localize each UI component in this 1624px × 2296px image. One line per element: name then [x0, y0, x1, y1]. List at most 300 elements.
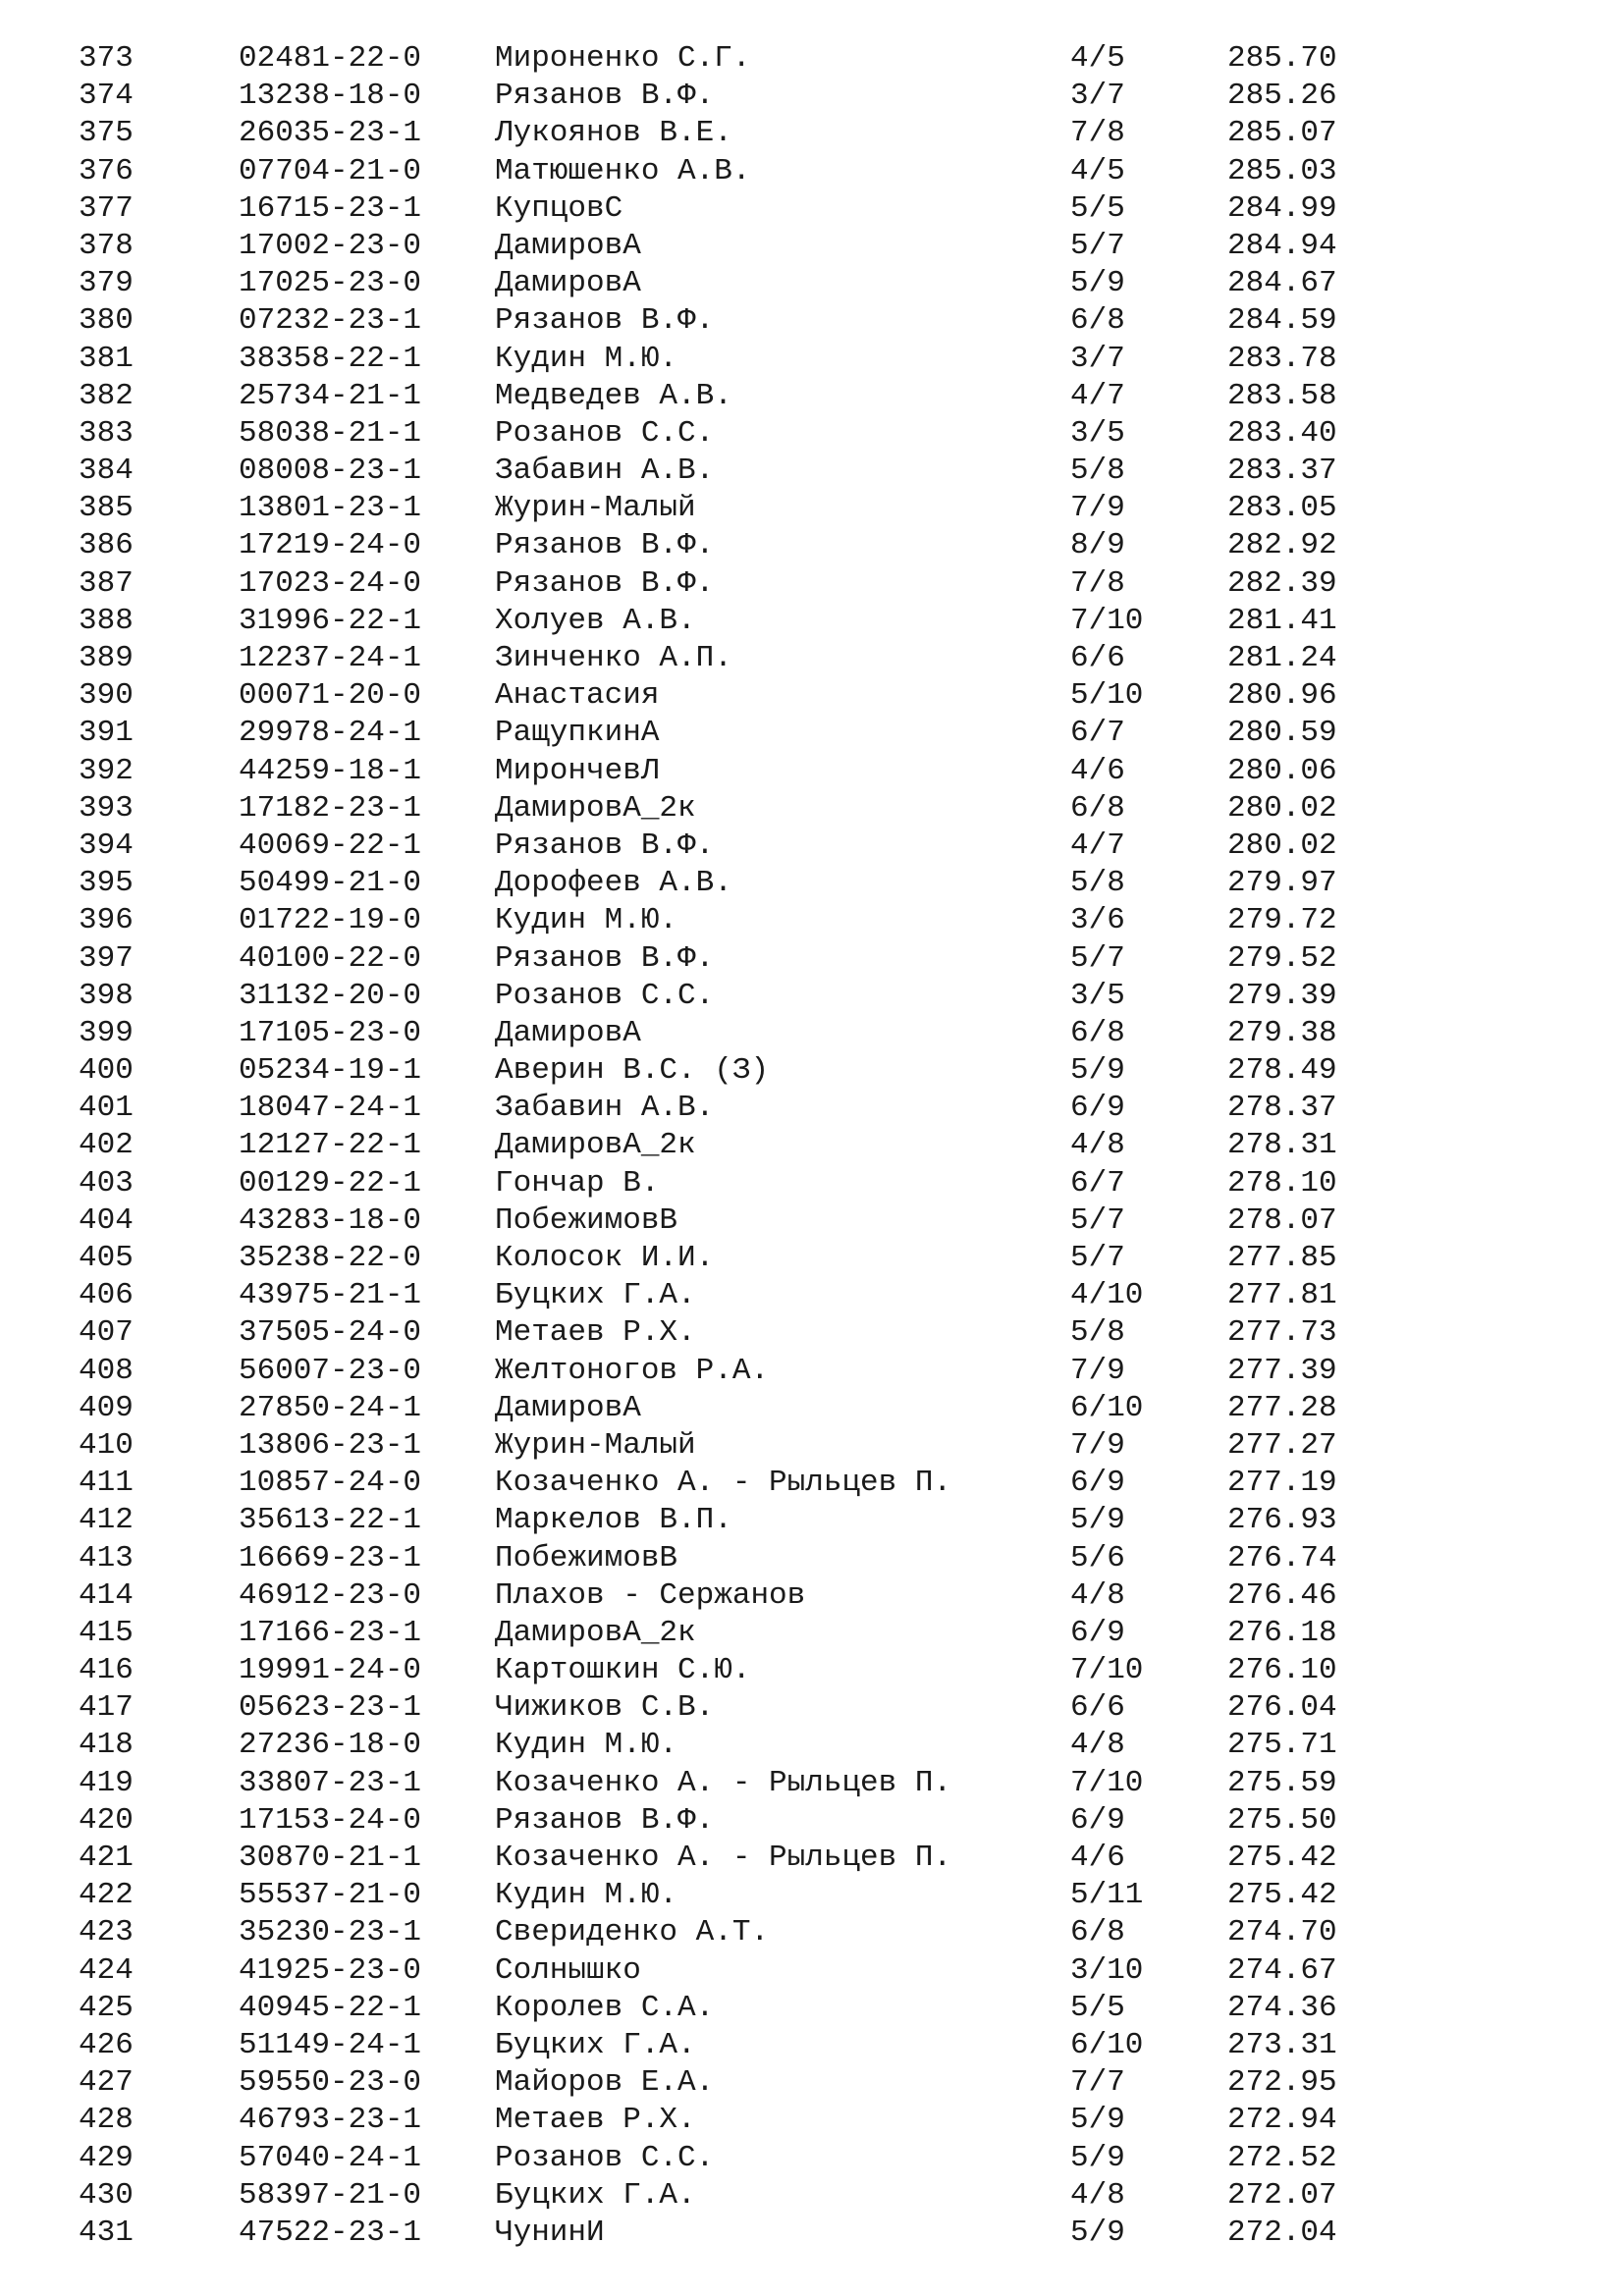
rank-cell: 379 [79, 266, 134, 301]
table-row [79, 865, 1375, 902]
name-cell: Рязанов В.Ф. [495, 79, 715, 114]
table-row [79, 603, 1375, 640]
code-cell: 17023-24-0 [239, 565, 422, 601]
rank-cell: 377 [79, 190, 134, 226]
name-cell: Гончар В. [495, 1165, 660, 1201]
table-row [79, 1090, 1375, 1127]
table-row [79, 640, 1375, 677]
table-row [79, 1990, 1375, 2027]
score-cell: 283.40 [1227, 415, 1337, 451]
table-row [79, 902, 1375, 939]
rank-cell: 420 [79, 1802, 134, 1838]
name-cell: Буцких Г.А. [495, 2027, 696, 2062]
ratio-cell: 5/6 [1070, 1540, 1125, 1575]
score-cell: 280.59 [1227, 716, 1337, 751]
rank-cell: 413 [79, 1540, 134, 1575]
table-row [79, 415, 1375, 453]
score-cell: 284.94 [1227, 228, 1337, 263]
table-row [79, 1802, 1375, 1840]
score-cell: 276.18 [1227, 1615, 1337, 1650]
name-cell: Плахов - Сержанов [495, 1577, 806, 1613]
rank-cell: 421 [79, 1841, 134, 1875]
table-row [79, 1540, 1375, 1577]
score-cell: 285.70 [1227, 41, 1337, 76]
score-cell: 281.24 [1227, 641, 1337, 675]
name-cell: ДамировА [495, 266, 641, 301]
code-cell: 08008-23-1 [239, 454, 422, 489]
name-cell: Анастасия [495, 678, 660, 714]
name-cell: Забавин А.В. [495, 1091, 715, 1126]
score-cell: 281.41 [1227, 603, 1337, 638]
score-cell: 272.04 [1227, 2215, 1337, 2250]
code-cell: 00129-22-1 [239, 1165, 422, 1201]
score-cell: 278.49 [1227, 1053, 1337, 1089]
score-cell: 285.26 [1227, 79, 1337, 114]
code-cell: 40945-22-1 [239, 1990, 422, 2025]
name-cell: КупцовС [495, 190, 623, 226]
code-cell: 46912-23-0 [239, 1577, 422, 1613]
name-cell: Кудин М.Ю. [495, 903, 678, 938]
ratio-cell: 4/5 [1070, 153, 1125, 188]
rank-cell: 431 [79, 2215, 134, 2250]
name-cell: ДамировА_2к [495, 1128, 696, 1163]
table-row [79, 1052, 1375, 1090]
table-row [79, 1840, 1375, 1877]
ratio-cell: 5/11 [1070, 1878, 1144, 1913]
code-cell: 12237-24-1 [239, 641, 422, 675]
name-cell: Зинченко А.П. [495, 641, 732, 675]
rank-cell: 400 [79, 1053, 134, 1089]
score-cell: 275.59 [1227, 1765, 1337, 1800]
code-cell: 31996-22-1 [239, 603, 422, 638]
code-cell: 27236-18-0 [239, 1728, 422, 1763]
score-cell: 285.07 [1227, 116, 1337, 151]
rank-cell: 418 [79, 1728, 134, 1763]
rank-cell: 388 [79, 603, 134, 638]
name-cell: Рязанов В.Ф. [495, 828, 715, 863]
rank-cell: 387 [79, 565, 134, 601]
ratio-cell: 5/9 [1070, 2140, 1125, 2175]
ratio-cell: 5/7 [1070, 1202, 1125, 1238]
ratio-cell: 4/8 [1070, 2177, 1125, 2213]
ratio-cell: 7/10 [1070, 603, 1144, 638]
name-cell: Рязанов В.Ф. [495, 940, 715, 976]
name-cell: Козаченко А. - Рыльцев П. [495, 1466, 952, 1501]
code-cell: 58038-21-1 [239, 415, 422, 451]
table-row [79, 190, 1375, 228]
code-cell: 47522-23-1 [239, 2215, 422, 2250]
rank-cell: 384 [79, 454, 134, 489]
ratio-cell: 3/7 [1070, 79, 1125, 114]
score-cell: 277.28 [1227, 1390, 1337, 1425]
table-row [79, 2215, 1375, 2252]
code-cell: 41925-23-0 [239, 1952, 422, 1988]
rank-cell: 380 [79, 303, 134, 339]
name-cell: Розанов С.С. [495, 2140, 715, 2175]
ratio-cell: 6/9 [1070, 1615, 1125, 1650]
rank-cell: 406 [79, 1278, 134, 1313]
ratio-cell: 7/9 [1070, 1353, 1125, 1388]
ratio-cell: 5/7 [1070, 1241, 1125, 1275]
name-cell: ДамировА [495, 228, 641, 263]
code-cell: 17105-23-0 [239, 1015, 422, 1050]
table-row [79, 228, 1375, 265]
score-cell: 283.37 [1227, 454, 1337, 489]
code-cell: 46793-23-1 [239, 2103, 422, 2138]
ratio-cell: 6/8 [1070, 1915, 1125, 1950]
name-cell: ПобежимовВ [495, 1540, 678, 1575]
table-row [79, 677, 1375, 715]
table-row [79, 2027, 1375, 2064]
score-cell: 275.50 [1227, 1802, 1337, 1838]
rank-cell: 374 [79, 79, 134, 114]
code-cell: 12127-22-1 [239, 1128, 422, 1163]
table-row [79, 1914, 1375, 1951]
rank-cell: 415 [79, 1615, 134, 1650]
rank-cell: 414 [79, 1577, 134, 1613]
ratio-cell: 5/5 [1070, 1990, 1125, 2025]
table-row [79, 115, 1375, 152]
rank-cell: 386 [79, 528, 134, 563]
ratio-cell: 5/7 [1070, 228, 1125, 263]
score-cell: 275.42 [1227, 1841, 1337, 1875]
score-cell: 276.93 [1227, 1503, 1337, 1538]
rank-cell: 419 [79, 1765, 134, 1800]
rank-cell: 403 [79, 1165, 134, 1201]
code-cell: 44259-18-1 [239, 753, 422, 788]
ratio-cell: 3/5 [1070, 978, 1125, 1013]
ratio-cell: 3/6 [1070, 903, 1125, 938]
ratio-cell: 5/8 [1070, 866, 1125, 901]
name-cell: Медведев А.В. [495, 378, 732, 413]
code-cell: 13801-23-1 [239, 491, 422, 526]
name-cell: ДамировА [495, 1390, 641, 1425]
code-cell: 35230-23-1 [239, 1915, 422, 1950]
code-cell: 16715-23-1 [239, 190, 422, 226]
ratio-cell: 7/10 [1070, 1765, 1144, 1800]
rank-cell: 417 [79, 1690, 134, 1726]
name-cell: РащупкинА [495, 716, 660, 751]
code-cell: 05234-19-1 [239, 1053, 422, 1089]
table-row [79, 1165, 1375, 1202]
code-cell: 13806-23-1 [239, 1427, 422, 1463]
code-cell: 59550-23-0 [239, 2065, 422, 2101]
table-row [79, 2102, 1375, 2139]
ratio-cell: 6/8 [1070, 790, 1125, 826]
score-cell: 279.38 [1227, 1015, 1337, 1050]
ratio-cell: 5/9 [1070, 266, 1125, 301]
score-cell: 275.42 [1227, 1878, 1337, 1913]
name-cell: Журин-Малый [495, 491, 696, 526]
rank-cell: 389 [79, 641, 134, 675]
rank-cell: 398 [79, 978, 134, 1013]
ratio-cell: 4/7 [1070, 378, 1125, 413]
table-row [79, 78, 1375, 115]
score-cell: 274.70 [1227, 1915, 1337, 1950]
table-row [79, 1353, 1375, 1390]
code-cell: 37505-24-0 [239, 1315, 422, 1351]
name-cell: ДамировА_2к [495, 790, 696, 826]
name-cell: МирончевЛ [495, 753, 660, 788]
table-row [79, 828, 1375, 865]
rank-cell: 385 [79, 491, 134, 526]
name-cell: Журин-Малый [495, 1427, 696, 1463]
ratio-cell: 6/10 [1070, 2027, 1144, 2062]
table-row [79, 1465, 1375, 1502]
score-cell: 275.71 [1227, 1728, 1337, 1763]
table-row [79, 565, 1375, 603]
ratio-cell: 5/10 [1070, 678, 1144, 714]
score-cell: 272.94 [1227, 2103, 1337, 2138]
ratio-cell: 3/10 [1070, 1952, 1144, 1988]
name-cell: Майоров Е.А. [495, 2065, 715, 2101]
table-row [79, 1689, 1375, 1727]
ratio-cell: 4/6 [1070, 753, 1125, 788]
table-row [79, 490, 1375, 527]
name-cell: Рязанов В.Ф. [495, 1802, 715, 1838]
rank-cell: 430 [79, 2177, 134, 2213]
code-cell: 40100-22-0 [239, 940, 422, 976]
rank-cell: 405 [79, 1241, 134, 1275]
rank-cell: 426 [79, 2027, 134, 2062]
code-cell: 05623-23-1 [239, 1690, 422, 1726]
rank-cell: 408 [79, 1353, 134, 1388]
ratio-cell: 5/9 [1070, 2103, 1125, 2138]
name-cell: ДамировА_2к [495, 1615, 696, 1650]
ratio-cell: 8/9 [1070, 528, 1125, 563]
rank-cell: 411 [79, 1466, 134, 1501]
score-cell: 272.07 [1227, 2177, 1337, 2213]
ratio-cell: 3/7 [1070, 341, 1125, 376]
code-cell: 10857-24-0 [239, 1466, 422, 1501]
ratio-cell: 6/9 [1070, 1802, 1125, 1838]
name-cell: Королев С.А. [495, 1990, 715, 2025]
rank-cell: 425 [79, 1990, 134, 2025]
ratio-cell: 4/8 [1070, 1128, 1125, 1163]
table-row [79, 265, 1375, 302]
rank-cell: 392 [79, 753, 134, 788]
code-cell: 01722-19-0 [239, 903, 422, 938]
name-cell: Желтоногов Р.А. [495, 1353, 770, 1388]
name-cell: Рязанов В.Ф. [495, 565, 715, 601]
rank-cell: 412 [79, 1503, 134, 1538]
ratio-cell: 6/6 [1070, 641, 1125, 675]
ratio-cell: 4/8 [1070, 1728, 1125, 1763]
score-cell: 276.04 [1227, 1690, 1337, 1726]
rank-cell: 378 [79, 228, 134, 263]
name-cell: ПобежимовВ [495, 1202, 678, 1238]
name-cell: Дорофеев А.В. [495, 866, 732, 901]
rank-cell: 390 [79, 678, 134, 714]
score-cell: 278.31 [1227, 1128, 1337, 1163]
score-cell: 284.67 [1227, 266, 1337, 301]
name-cell: Лукоянов В.Е. [495, 116, 732, 151]
score-cell: 283.05 [1227, 491, 1337, 526]
name-cell: Козаченко А. - Рыльцев П. [495, 1765, 952, 1800]
code-cell: 16669-23-1 [239, 1540, 422, 1575]
score-cell: 274.67 [1227, 1952, 1337, 1988]
code-cell: 58397-21-0 [239, 2177, 422, 2213]
ratio-cell: 4/7 [1070, 828, 1125, 863]
table-row [79, 753, 1375, 790]
name-cell: Козаченко А. - Рыльцев П. [495, 1841, 952, 1875]
ratio-cell: 5/5 [1070, 190, 1125, 226]
score-cell: 274.36 [1227, 1990, 1337, 2025]
code-cell: 55537-21-0 [239, 1878, 422, 1913]
rank-cell: 382 [79, 378, 134, 413]
code-cell: 18047-24-1 [239, 1091, 422, 1126]
score-cell: 280.96 [1227, 678, 1337, 714]
score-cell: 280.06 [1227, 753, 1337, 788]
rank-cell: 402 [79, 1128, 134, 1163]
table-row [79, 1427, 1375, 1465]
table-row [79, 2064, 1375, 2102]
score-cell: 279.39 [1227, 978, 1337, 1013]
code-cell: 17166-23-1 [239, 1615, 422, 1650]
ratio-cell: 6/7 [1070, 1165, 1125, 1201]
score-cell: 276.46 [1227, 1577, 1337, 1613]
ratio-cell: 6/7 [1070, 716, 1125, 751]
name-cell: Маркелов В.П. [495, 1503, 732, 1538]
name-cell: Свериденко А.Т. [495, 1915, 770, 1950]
name-cell: Рязанов В.Ф. [495, 528, 715, 563]
code-cell: 17219-24-0 [239, 528, 422, 563]
score-cell: 276.10 [1227, 1653, 1337, 1688]
score-cell: 282.92 [1227, 528, 1337, 563]
name-cell: Кудин М.Ю. [495, 1878, 678, 1913]
code-cell: 43283-18-0 [239, 1202, 422, 1238]
name-cell: Забавин А.В. [495, 454, 715, 489]
score-cell: 276.74 [1227, 1540, 1337, 1575]
ratio-cell: 4/6 [1070, 1841, 1125, 1875]
score-cell: 283.58 [1227, 378, 1337, 413]
name-cell: Мироненко С.Г. [495, 41, 751, 76]
name-cell: ЧунинИ [495, 2215, 605, 2250]
ratio-cell: 6/9 [1070, 1466, 1125, 1501]
ratio-cell: 7/9 [1070, 1427, 1125, 1463]
score-cell: 283.78 [1227, 341, 1337, 376]
table-row [79, 1015, 1375, 1052]
code-cell: 50499-21-0 [239, 866, 422, 901]
rank-cell: 409 [79, 1390, 134, 1425]
code-cell: 57040-24-1 [239, 2140, 422, 2175]
name-cell: Розанов С.С. [495, 978, 715, 1013]
code-cell: 40069-22-1 [239, 828, 422, 863]
code-cell: 30870-21-1 [239, 1841, 422, 1875]
code-cell: 00071-20-0 [239, 678, 422, 714]
code-cell: 19991-24-0 [239, 1653, 422, 1688]
name-cell: Метаев Р.Х. [495, 2103, 696, 2138]
table-row [79, 1652, 1375, 1689]
ratio-cell: 7/8 [1070, 116, 1125, 151]
score-cell: 284.99 [1227, 190, 1337, 226]
table-row [79, 1390, 1375, 1427]
code-cell: 43975-21-1 [239, 1278, 422, 1313]
ratio-cell: 6/8 [1070, 1015, 1125, 1050]
table-row [79, 1277, 1375, 1314]
rank-cell: 428 [79, 2103, 134, 2138]
table-row [79, 978, 1375, 1015]
score-cell: 277.39 [1227, 1353, 1337, 1388]
rank-cell: 397 [79, 940, 134, 976]
name-cell: Холуев А.В. [495, 603, 696, 638]
code-cell: 38358-22-1 [239, 341, 422, 376]
rank-cell: 381 [79, 341, 134, 376]
code-cell: 07704-21-0 [239, 153, 422, 188]
score-cell: 272.95 [1227, 2065, 1337, 2101]
score-cell: 282.39 [1227, 565, 1337, 601]
ratio-cell: 7/7 [1070, 2065, 1125, 2101]
table-row [79, 341, 1375, 378]
rank-cell: 375 [79, 116, 134, 151]
ratio-cell: 7/10 [1070, 1653, 1144, 1688]
score-cell: 277.27 [1227, 1427, 1337, 1463]
rank-cell: 394 [79, 828, 134, 863]
score-cell: 277.73 [1227, 1315, 1337, 1351]
table-row [79, 2177, 1375, 2215]
score-cell: 278.10 [1227, 1165, 1337, 1201]
score-cell: 272.52 [1227, 2140, 1337, 2175]
ratio-cell: 3/5 [1070, 415, 1125, 451]
rank-cell: 396 [79, 903, 134, 938]
table-row [79, 1314, 1375, 1352]
score-cell: 284.59 [1227, 303, 1337, 339]
code-cell: 13238-18-0 [239, 79, 422, 114]
score-cell: 278.37 [1227, 1091, 1337, 1126]
code-cell: 51149-24-1 [239, 2027, 422, 2062]
code-cell: 07232-23-1 [239, 303, 422, 339]
code-cell: 29978-24-1 [239, 716, 422, 751]
score-cell: 280.02 [1227, 790, 1337, 826]
table-row [79, 1877, 1375, 1914]
ratio-cell: 5/9 [1070, 1053, 1125, 1089]
score-cell: 278.07 [1227, 1202, 1337, 1238]
score-cell: 280.02 [1227, 828, 1337, 863]
rank-cell: 399 [79, 1015, 134, 1050]
score-cell: 279.52 [1227, 940, 1337, 976]
name-cell: Розанов С.С. [495, 415, 715, 451]
name-cell: Рязанов В.Ф. [495, 303, 715, 339]
table-row [79, 1765, 1375, 1802]
name-cell: Буцких Г.А. [495, 2177, 696, 2213]
rank-cell: 383 [79, 415, 134, 451]
name-cell: ДамировА [495, 1015, 641, 1050]
table-row [79, 1577, 1375, 1615]
table-row [79, 1615, 1375, 1652]
score-cell: 285.03 [1227, 153, 1337, 188]
code-cell: 25734-21-1 [239, 378, 422, 413]
ratio-cell: 5/9 [1070, 1503, 1125, 1538]
table-row [79, 378, 1375, 415]
table-row [79, 715, 1375, 752]
rank-cell: 393 [79, 790, 134, 826]
name-cell: Буцких Г.А. [495, 1278, 696, 1313]
code-cell: 27850-24-1 [239, 1390, 422, 1425]
table-row [79, 40, 1375, 78]
table-row [79, 2140, 1375, 2177]
rank-cell: 404 [79, 1202, 134, 1238]
score-cell: 277.19 [1227, 1466, 1337, 1501]
table-row [79, 153, 1375, 190]
code-cell: 17002-23-0 [239, 228, 422, 263]
name-cell: Аверин В.С. (З) [495, 1053, 770, 1089]
code-cell: 56007-23-0 [239, 1353, 422, 1388]
ratio-cell: 6/8 [1070, 303, 1125, 339]
name-cell: Кудин М.Ю. [495, 341, 678, 376]
rank-cell: 423 [79, 1915, 134, 1950]
ratio-cell: 6/6 [1070, 1690, 1125, 1726]
ratio-cell: 4/5 [1070, 41, 1125, 76]
